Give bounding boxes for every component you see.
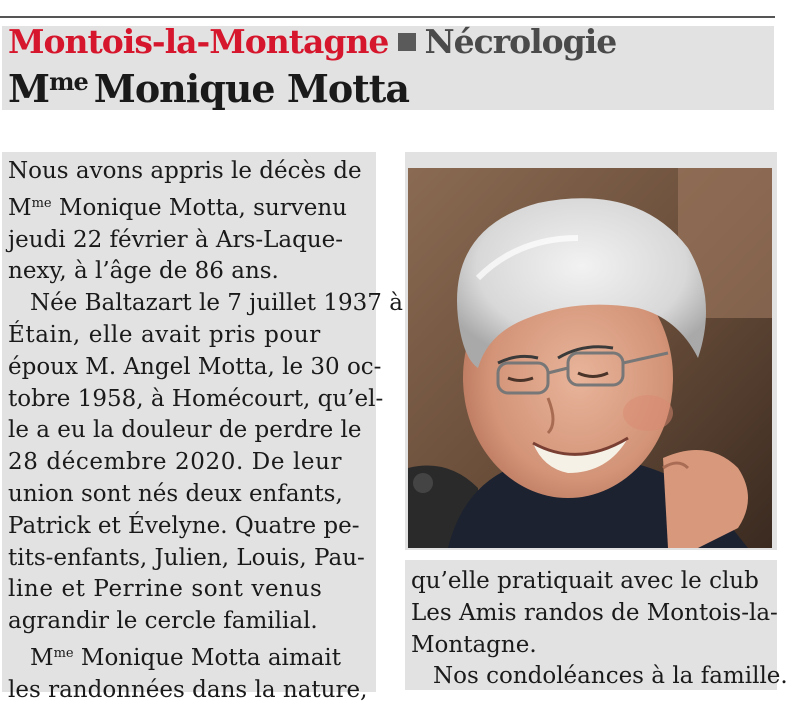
body-line: Les Amis randos de Montois-la-	[411, 599, 778, 626]
article-title	[8, 66, 409, 111]
body-line	[8, 638, 376, 675]
title-prefix: M	[8, 66, 50, 111]
body-line: 28 décembre 2020. De leur	[8, 449, 343, 476]
portrait-photo	[408, 168, 772, 548]
body-line: le a eu la douleur de perdre le	[8, 417, 362, 444]
body-line: agrandir le cercle familial.	[8, 608, 318, 635]
mme-sup: me	[31, 195, 52, 211]
body-line: line et Perrine sont venus	[8, 576, 323, 603]
body-line: nexy, à l’âge de 86 ans.	[8, 258, 279, 285]
body-line: Étain, elle avait pris pour	[8, 321, 321, 348]
body-line: Nous avons appris le décès de	[8, 158, 362, 184]
body-line: Patrick et Évelyne. Quatre pe-	[8, 512, 360, 539]
mme-sup: me	[53, 645, 74, 661]
kicker	[8, 22, 616, 61]
mme-prefix: M	[8, 194, 32, 221]
top-rule	[0, 16, 775, 18]
square-separator-icon	[398, 33, 416, 51]
body-line: époux M. Angel Motta, le 30 oc-	[8, 353, 382, 380]
mme-prefix: M	[30, 644, 54, 671]
title-name: Monique Motta	[93, 66, 409, 111]
body-line-text: Monique Motta, survenu	[58, 194, 347, 221]
body-line: Montagne.	[411, 631, 537, 658]
body-line	[8, 188, 376, 225]
body-line: les randonnées dans la nature,	[8, 676, 368, 703]
left-column	[2, 152, 403, 703]
body-line: Nos condoléances à la famille.	[433, 663, 788, 690]
body-line-text: Monique Motta aimait	[80, 644, 342, 671]
body-line: tits-enfants, Julien, Louis, Pau-	[8, 544, 365, 571]
kicker-rubric: Nécrologie	[424, 22, 617, 61]
title-sup: me	[49, 67, 88, 96]
body-line: tobre 1958, à Homécourt, qu’el-	[8, 385, 384, 412]
body-line: jeudi 22 février à Ars-Laque-	[8, 226, 344, 253]
body-line: Née Baltazart le 7 juillet 1937 à	[30, 290, 403, 317]
right-column	[405, 560, 788, 690]
body-line: union sont nés deux enfants,	[8, 480, 343, 507]
body-line: qu’elle pratiquait avec le club	[411, 568, 759, 594]
kicker-locality: Montois-la-Montagne	[8, 22, 389, 61]
